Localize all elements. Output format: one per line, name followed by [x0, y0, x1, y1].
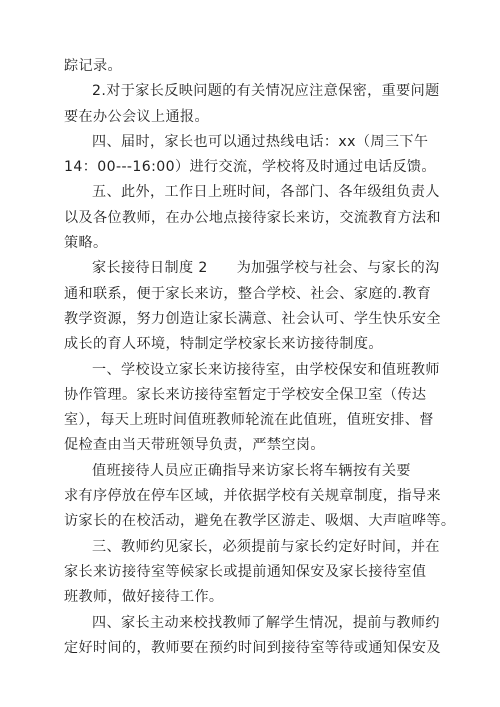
paragraph	[64, 54, 436, 79]
text-line: 访家长的在校活动，避免在教学区游走、吸烟、大声喧哗等。	[64, 513, 456, 530]
text-line: 成长的育人环境，特制定学校家长来访接待制度。	[64, 336, 383, 353]
text-line: 求有序停放在停车区域，并依据学校有关规章制度，指导来	[64, 488, 441, 505]
text-line: 定好时间的，教师要在预约时间到接待室等待或通知保安及	[64, 639, 441, 656]
paragraph	[64, 130, 436, 181]
text-line: 四、家长主动来校找教师了解学生情况，提前与教师约	[92, 614, 440, 631]
paragraph	[64, 535, 440, 611]
paragraph	[64, 459, 456, 535]
text-line: 协作管理。家长来访接待室暂定于学校安全保卫室（传达	[64, 386, 427, 403]
text-line: 值班接待人员应正确指导来访家长将车辆按有关要	[92, 462, 411, 479]
text-line: 三、教师约见家长，必须提前与家长约定好时间，并在	[92, 538, 440, 555]
text-line: 促检查由当天带班领导负责，严禁空岗。	[64, 437, 325, 454]
text-line: 要在办公会议上通报。	[64, 108, 209, 125]
text-line: 2.对于家长反映问题的有关情况应注意保密，重要问题	[92, 83, 440, 100]
text-line: 室），每天上班时间值班教师轮流在此值班，值班安排、督	[64, 412, 434, 429]
text-line: 五、此外，工作日上班时间，各部门、各年级组负责人	[92, 184, 440, 201]
text-line: 策略。	[64, 235, 108, 252]
text-line: 家长来访接待室等候家长或提前通知保安及家长接待室值	[64, 563, 427, 580]
text-line: 踪记录。	[64, 58, 122, 74]
text-line: 教学资源，努力创造让家长满意、社会认可、学生快乐安全	[64, 310, 441, 327]
paragraph	[64, 611, 441, 662]
paragraph	[64, 180, 441, 256]
text-line: 14：00---16:00）进行交流，学校将及时通过电话反馈。	[64, 159, 436, 176]
text-line: 家长接待日制度 2 为加强学校与社会、与家长的沟	[92, 260, 440, 277]
text-line: 以及各位教师，在办公地点接待家长来访，交流教育方法和	[64, 209, 441, 226]
text-line: 四、届时，家长也可以通过热线电话：xx（周三下午	[92, 133, 429, 150]
text-line: 通和联系，便于家长来访，整合学校、社会、家庭的.教育	[64, 285, 432, 302]
text-line: 一、学校设立家长来访接待室，由学校保安和值班教师	[92, 361, 440, 378]
paragraph	[64, 79, 440, 130]
paragraph	[64, 358, 440, 459]
text-line: 班教师，做好接待工作。	[64, 589, 224, 606]
paragraph	[64, 256, 441, 357]
document-body	[64, 54, 456, 661]
